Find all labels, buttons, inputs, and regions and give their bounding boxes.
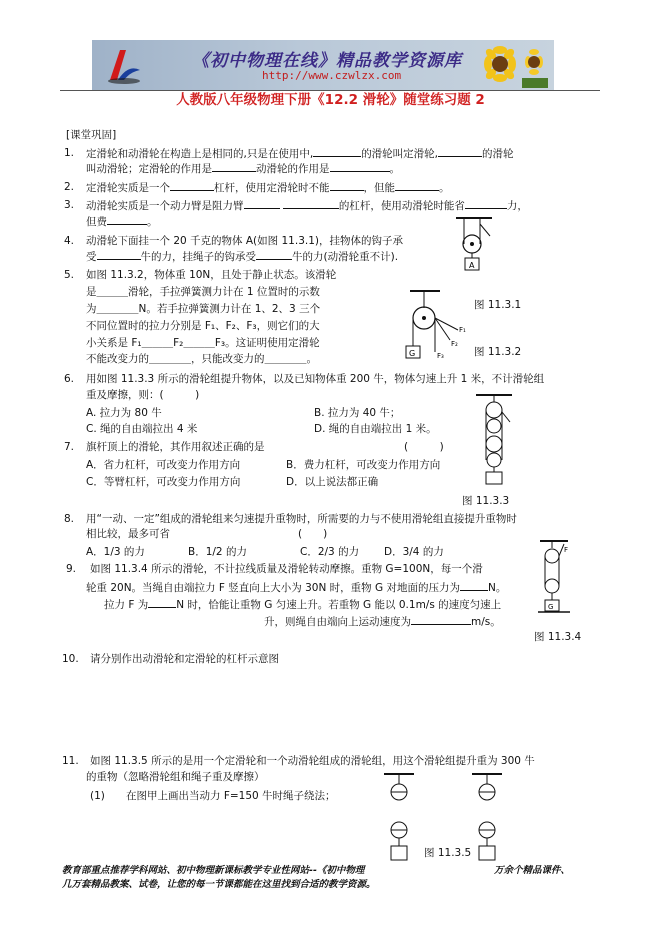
q9-blank-2[interactable] xyxy=(148,597,176,608)
banner-url[interactable]: http://www.czwlzx.com xyxy=(262,69,402,82)
fig5-right-setup xyxy=(472,774,502,860)
site-logo-icon xyxy=(104,46,144,86)
q11-number: 11. xyxy=(62,755,79,767)
q1-blank-3[interactable] xyxy=(212,161,256,172)
q7-text-a: 旗杆顶上的滑轮，其作用叙述正确的是 xyxy=(86,441,265,453)
q8-option-b[interactable]: B．1/2 的力 xyxy=(188,546,247,558)
fig2-label-f3: F₃ xyxy=(437,352,444,360)
q4-number: 4. xyxy=(64,235,75,247)
figure-11-3-3 xyxy=(474,392,514,486)
q1-text-a: 定滑轮和动滑轮在构造上是相同的,只是在使用中, xyxy=(86,148,314,160)
q8-answer-paren[interactable]: ( ) xyxy=(298,528,328,540)
q1-text-b: 的滑轮叫定滑轮, xyxy=(361,148,439,160)
figure-11-3-1-caption: 图 11.3.1 xyxy=(474,299,522,311)
q5-text-a: 如图 11.3.2，物体重 10N，且处于静止状态。该滑轮 xyxy=(86,269,337,281)
q7-option-d[interactable]: D．以上说法都正确 xyxy=(286,476,379,488)
q2-blank-1[interactable] xyxy=(170,180,214,191)
q7-answer-paren[interactable]: ( ) xyxy=(404,441,444,453)
q6-option-d[interactable]: D. 绳的自由端拉出 1 米。 xyxy=(314,423,437,435)
q11-sub-number: (1) xyxy=(90,790,105,802)
q4-text-b: 受 xyxy=(86,251,97,263)
q3-text-a: 动滑轮实质是一个动力臂是阻力臂 xyxy=(86,200,244,212)
figure-11-3-3-caption: 图 11.3.3 xyxy=(462,495,510,507)
q5-text-f: 不能改变力的＿＿＿＿，只能改变力的＿＿＿＿。 xyxy=(86,353,317,365)
fig2-label-f1: F₁ xyxy=(459,326,466,334)
q1-text-f: 。 xyxy=(389,163,400,175)
q3-text-b: 的杠杆，使用动滑轮时能省 xyxy=(338,200,465,212)
q11-text-a: 如图 11.3.5 所示的是用一个定滑轮和一个动滑轮组成的滑轮组，用这个滑轮组提升重为 300 牛 xyxy=(90,755,535,767)
fig2-label-g: G xyxy=(409,349,416,358)
q1-blank-4[interactable] xyxy=(330,161,390,172)
q3-number: 3. xyxy=(64,199,75,211)
q9-text-c: N。 xyxy=(487,582,507,594)
figure-11-3-2 xyxy=(400,288,470,364)
q7-option-c[interactable]: C．等臂杠杆，可改变力作用方向 xyxy=(86,476,241,488)
q7-option-b[interactable]: B．费力杠杆，可改变力作用方向 xyxy=(286,459,441,471)
page-title: 人教版八年级物理下册《12.2 滑轮》随堂练习题 2 xyxy=(176,92,485,108)
q9-text-f: 升，则绳自由端向上运动速度为 xyxy=(264,616,411,628)
q3-blank-1[interactable] xyxy=(244,198,280,209)
figure-11-3-1 xyxy=(452,214,502,274)
q6-option-b[interactable]: B. 拉力为 40 牛； xyxy=(314,407,401,419)
q2-text-a: 定滑轮实质是一个 xyxy=(86,182,170,194)
q9-text-e: N 时，恰能让重物 G 匀速上升。若重物 G 能以 0.1m/s 的速度匀速上 xyxy=(176,599,502,611)
footer-line-2: 几万套精品教案、试卷，让您的每一节课都能在这里找到合适的教学资源。 xyxy=(62,879,376,890)
figure-11-3-4-caption: 图 11.3.4 xyxy=(534,631,582,643)
q5-text-d: 不同位置时的拉力分别是 F₁、F₂、F₃，则它们的大 xyxy=(86,320,320,332)
fig2-label-f2: F₂ xyxy=(451,340,458,348)
q9-text-g: m/s。 xyxy=(471,616,501,628)
q6-option-a[interactable]: A. 拉力为 80 牛 xyxy=(86,407,162,419)
q4-text-d: 牛的力(动滑轮重不计). xyxy=(292,251,399,263)
fig4-label-f: F xyxy=(564,546,569,554)
q2-text-c: ，但能 xyxy=(363,182,395,194)
q11-text-b: 的重物（忽略滑轮组和绳子重及摩擦） xyxy=(86,771,265,783)
q2-text-d: 。 xyxy=(439,182,450,194)
q5-number: 5. xyxy=(64,269,75,281)
q8-text-b: 相比较，最多可省 xyxy=(86,528,170,540)
q8-option-d[interactable]: D．3/4 的力 xyxy=(384,546,444,558)
q3-text-e: 。 xyxy=(147,216,158,228)
q9-text-a: 如图 11.3.4 所示的滑轮，不计拉线质量及滑轮转动摩擦。重物 G=100N，每一个滑 xyxy=(90,563,483,575)
q1-text-e: 动滑轮的作用是 xyxy=(256,163,330,175)
section-label: [课堂巩固] xyxy=(66,129,117,141)
q3-blank-2[interactable] xyxy=(283,198,339,209)
q4-blank-1[interactable] xyxy=(97,249,141,260)
fig4-label-g: G xyxy=(548,603,554,611)
figure-11-3-4 xyxy=(538,538,578,618)
q10-number: 10. xyxy=(62,653,79,665)
q9-number: 9. xyxy=(66,563,77,575)
header-banner xyxy=(92,40,554,90)
fig1-label-a: A xyxy=(469,261,475,270)
q8-number: 8. xyxy=(64,513,75,525)
sunflower-icon xyxy=(478,42,548,88)
q6-text-a: 用如图 11.3.3 所示的滑轮组提升物体，以及已知物体重 200 牛，物体匀速上升 1 米，不计滑轮组 xyxy=(86,373,545,385)
figure-11-3-5-caption: 图 11.3.5 xyxy=(424,847,472,859)
q9-text-d: 拉力 F 为 xyxy=(104,599,149,611)
q9-blank-1[interactable] xyxy=(460,580,488,591)
footer-line-1b: 万余个精品课件、 xyxy=(494,865,571,876)
q6-text-b: 重及摩擦，则：( ) xyxy=(86,389,200,401)
q1-text-d: 叫动滑轮；定滑轮的作用是 xyxy=(86,163,212,175)
banner-title: 《初中物理在线》精品教学资源库 xyxy=(192,51,462,71)
q3-blank-3[interactable] xyxy=(465,198,507,209)
footer-line-1a: 教育部重点推荐学科网站、初中物理新课标教学专业性网站--《初中物理 xyxy=(62,865,365,876)
q7-number: 7. xyxy=(64,441,75,453)
q8-option-c[interactable]: C．2/3 的力 xyxy=(300,546,360,558)
q1-number: 1. xyxy=(64,147,75,159)
figure-11-3-2-caption: 图 11.3.2 xyxy=(474,346,522,358)
q4-text-a: 动滑轮下面挂一个 20 千克的物体 A(如图 11.3.1)，挂物体的钩子承 xyxy=(86,235,403,247)
q8-option-a[interactable]: A．1/3 的力 xyxy=(86,546,145,558)
q5-text-e: 小关系是 F₁＿＿＿F₂＿＿＿F₃。这证明使用定滑轮 xyxy=(86,337,320,349)
q11-sub-text: 在图甲上画出当动力 F=150 牛时绳子绕法； xyxy=(126,790,336,802)
q7-option-a[interactable]: A．省力杠杆，可改变力作用方向 xyxy=(86,459,241,471)
fig5-left-setup xyxy=(384,774,414,860)
q5-text-b: 是＿＿＿滑轮，手拉弹簧测力计在 1 位置时的示数 xyxy=(86,286,320,298)
q4-text-c: 牛的力，挂绳子的钩承受 xyxy=(140,251,256,263)
q1-blank-2[interactable] xyxy=(438,146,482,157)
q2-blank-3[interactable] xyxy=(395,180,439,191)
q2-number: 2. xyxy=(64,181,75,193)
q3-blank-4[interactable] xyxy=(107,214,147,225)
q2-blank-2[interactable] xyxy=(330,180,364,191)
q4-blank-2[interactable] xyxy=(256,249,292,260)
q1-text-c: 的滑轮 xyxy=(482,148,514,160)
q3-text-c: 力， xyxy=(506,200,528,212)
q9-text-b: 轮重 20N。当绳自由端拉力 F 竖直向上大小为 30N 时，重物 G 对地面的压力为 xyxy=(86,582,460,594)
q8-text-a: 用“一动、一定”组成的滑轮组来匀速提升重物时，所需要的力与不使用滑轮组直接提升重物时 xyxy=(86,513,517,525)
q2-text-b: 杠杆，使用定滑轮时不能 xyxy=(214,182,330,194)
q5-text-c: 为＿＿＿＿N。若手拉弹簧测力计在 1、2、3 三个 xyxy=(86,303,321,315)
q10-text: 请分别作出动滑轮和定滑轮的杠杆示意图 xyxy=(90,653,279,665)
q6-number: 6. xyxy=(64,373,75,385)
q3-text-d: 但费 xyxy=(86,216,107,228)
q6-option-c[interactable]: C. 绳的自由端拉出 4 米 xyxy=(86,423,198,435)
q9-blank-3[interactable] xyxy=(411,614,471,625)
q1-blank-1[interactable] xyxy=(313,146,361,157)
